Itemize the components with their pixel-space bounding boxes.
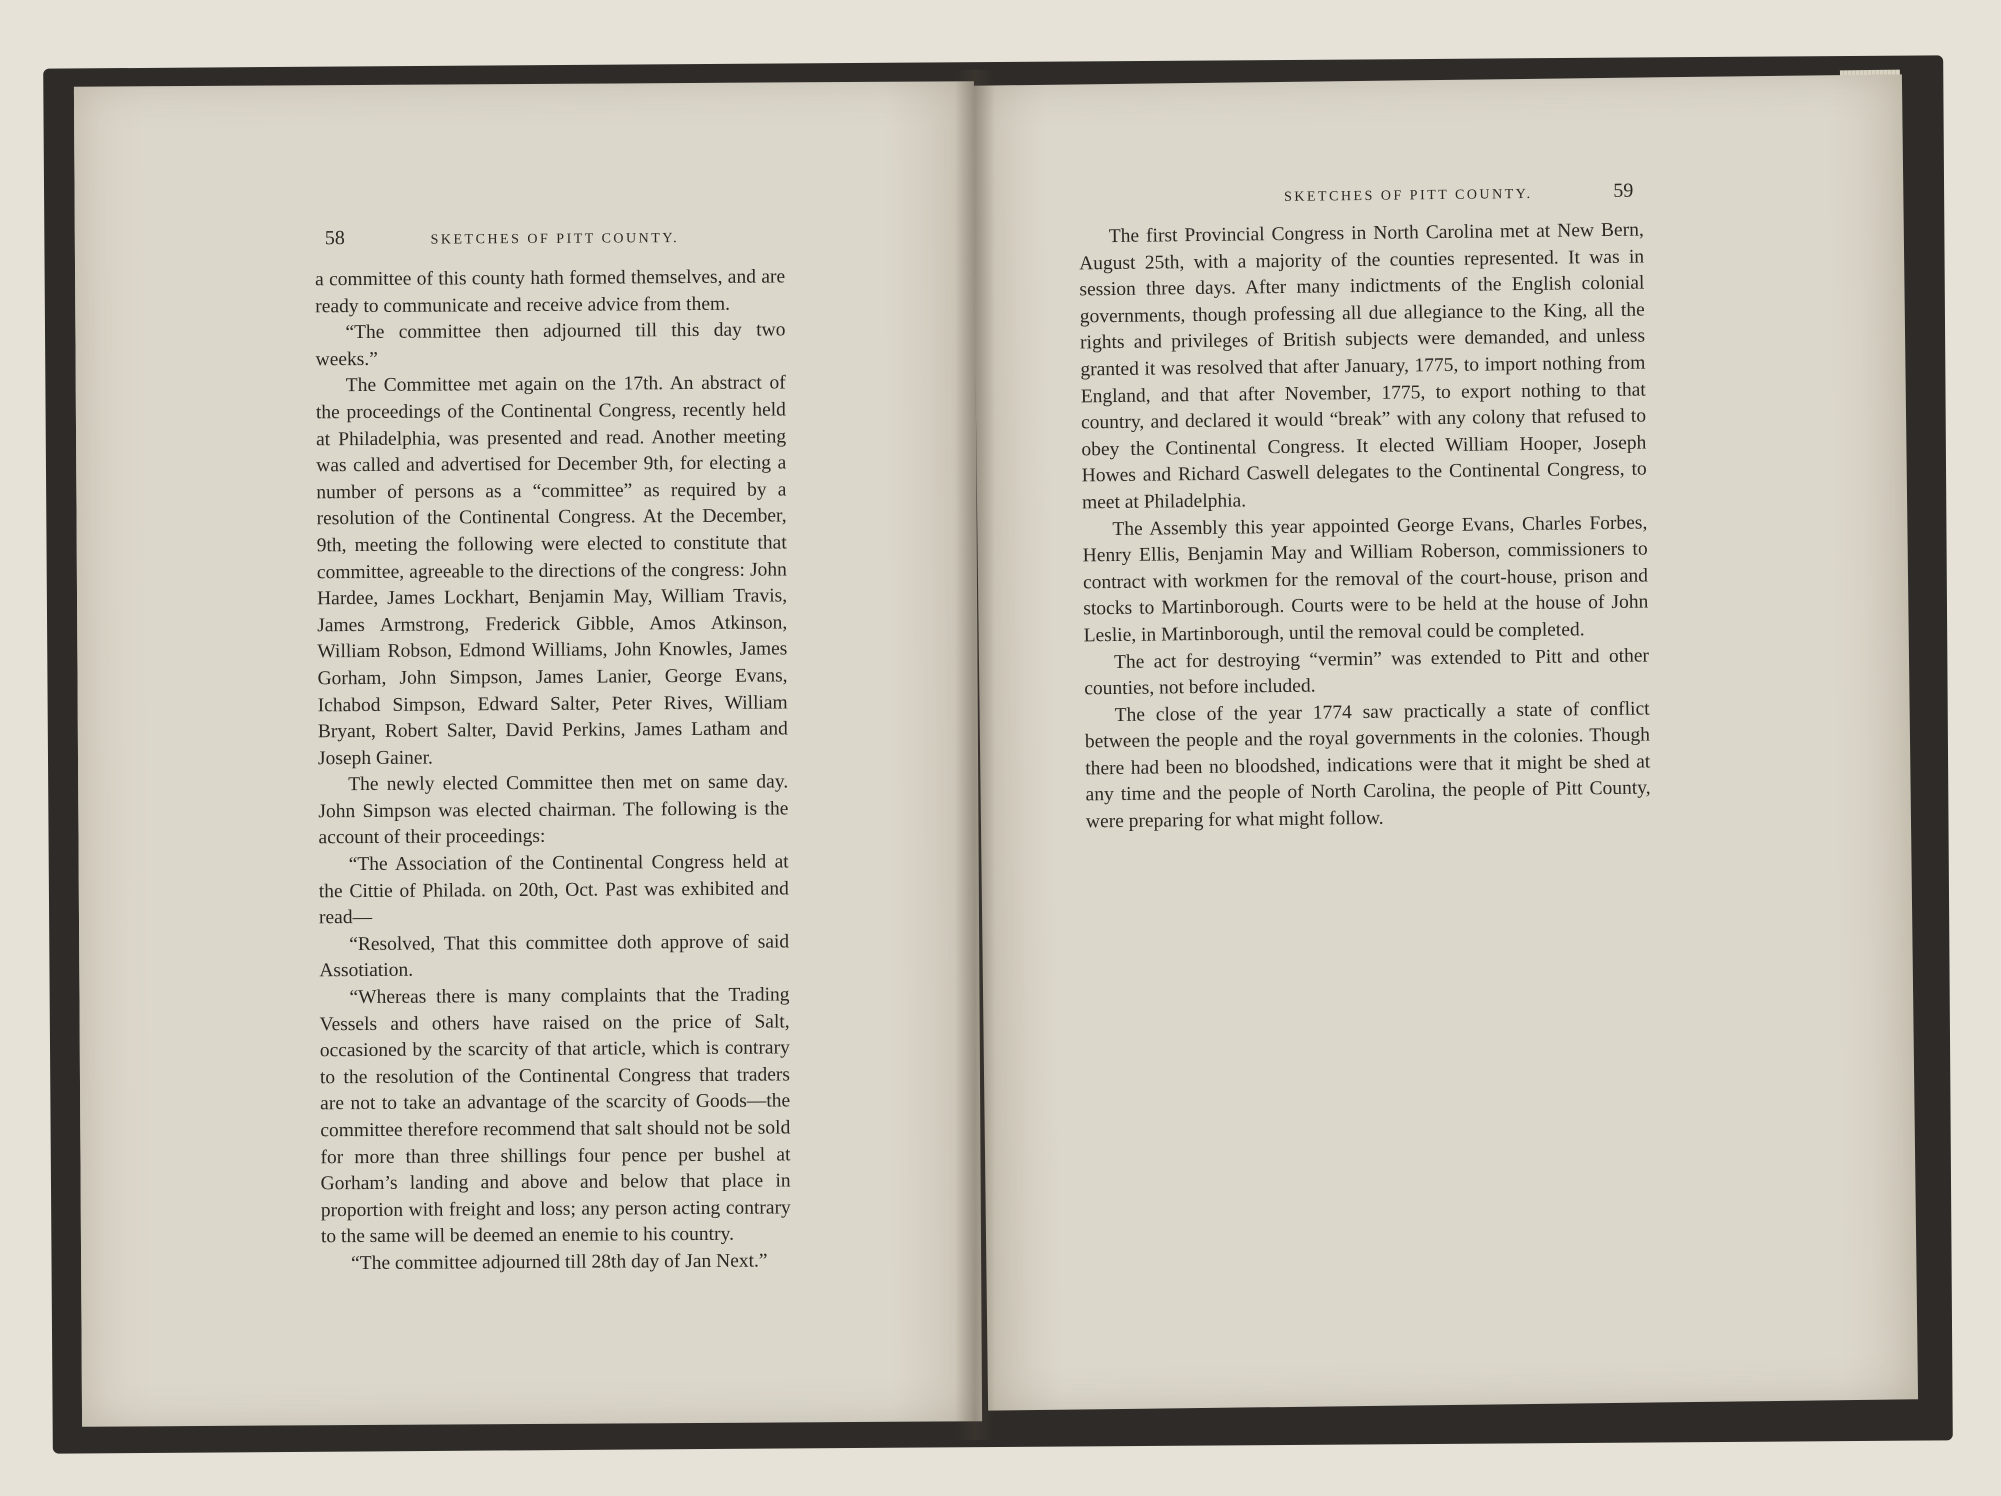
right-running-head [1183, 180, 1633, 208]
right-running-title: SKETCHES OF PITT COUNTY. [1283, 186, 1533, 205]
paragraph: The first Provincial Congress in North Carolina met at New Bern, August 25th, with a majority of the counties represented. It was in session three days. After many indictments of the English colonial governments, though professing all due allegiance to the King, all the rights and privileges of British subjects were demanded, and unless granted it was resolved that after January, 1775, to import nothing from England, and that after November, 1775, to export nothing to that country, and declared it would “break” with any colony that refused to obey the Continental Congress. It elected William Hooper, Joseph Howes and Richard Caswell delegates to the Continental Congress, to meet at Philadelphia. [1078, 219, 1647, 514]
paragraph: The Committee met again on the 17th. An abstract of the proceedings of the Continental Congress, recently held at Philadelphia, was presented and read. Another meeting was called and advertised for December 9th, for electing a number of persons as a “committee” as required by a resolution of the Continental Congress. At the December, 9th, meeting the following were elected to constitute that committee, agreeable to the directions of the congress: John Hardee, James Lockhart, Benjamin May, William Travis, James Armstrong, Frederick Gibble, Amos Atkinson, William Robson, Edmond Williams, John Knowles, James Gorham, John Simpson, James Lanier, George Evans, Ichabod Simpson, Edward Salter, Peter Rives, William Bryant, Robert Salter, David Perkins, James Latham and Joseph Gainer. [315, 372, 788, 769]
paragraph: The newly elected Committee then met on same day. John Simpson was elected chairman. The following is the account of their proceedings: [318, 771, 789, 849]
left-page [74, 81, 982, 1426]
right-page-text [1079, 218, 1651, 837]
left-page-number: 58 [324, 227, 345, 250]
paragraph: “Whereas there is many complaints that the Trading Vessels and others have raised on the price of Salt, occasioned by the scarcity of that article, which is contrary to the resolution of the Continental Congress that traders are not to take an advantage of the scarcity of Goods—the committee therefore recommend that salt should not be sold for more than three shillings four pence per bushel at Gorham’s landing and above and below that place in proportion with freight and loss; any person acting contrary to the same will be deemed an enemie to his country. [319, 984, 791, 1248]
paragraph: The Assembly this year appointed George Evans, Charles Forbes, Henry Ellis, Benjamin May and William Roberson, commissioners to contract with workmen for the removal of the court-house, prison and stocks to Martinborough. Courts were to be held at the house of John Leslie, in Martinborough, until the removal could be completed. [1082, 512, 1649, 647]
paragraph: “The committee then adjourned till this day two weeks.” [315, 319, 786, 371]
paragraph: The act for destroying “vermin” was extended to Pitt and other counties, not before included. [1084, 645, 1650, 700]
left-running-head [325, 224, 785, 250]
paragraph: The close of the year 1774 saw practically a state of conflict between the people and the royal governments in the colonies. Though there had been no bloodshed, indications were that it might be shed at any time and the people of North Carolina, the people of Pitt County, were preparing for what might follow. [1084, 698, 1651, 833]
book-gutter [955, 70, 995, 1440]
right-page-number: 59 [1613, 179, 1634, 202]
paragraph: “The committee adjourned till 28th day of Jan Next.” [351, 1250, 768, 1275]
paragraph: a committee of this county hath formed themselves, and are ready to communicate and receive advice from them. [315, 266, 786, 317]
left-running-title: SKETCHES OF PITT COUNTY. [430, 231, 680, 248]
left-page-text [315, 264, 791, 1277]
paragraph: “The Association of the Continental Congress held at the Cittie of Philada. on 20th, Oct. Past was exhibited and read— [318, 851, 789, 929]
paragraph: “Resolved, That this committee doth approve of said Assotiation. [319, 931, 790, 982]
right-page [972, 74, 1918, 1410]
